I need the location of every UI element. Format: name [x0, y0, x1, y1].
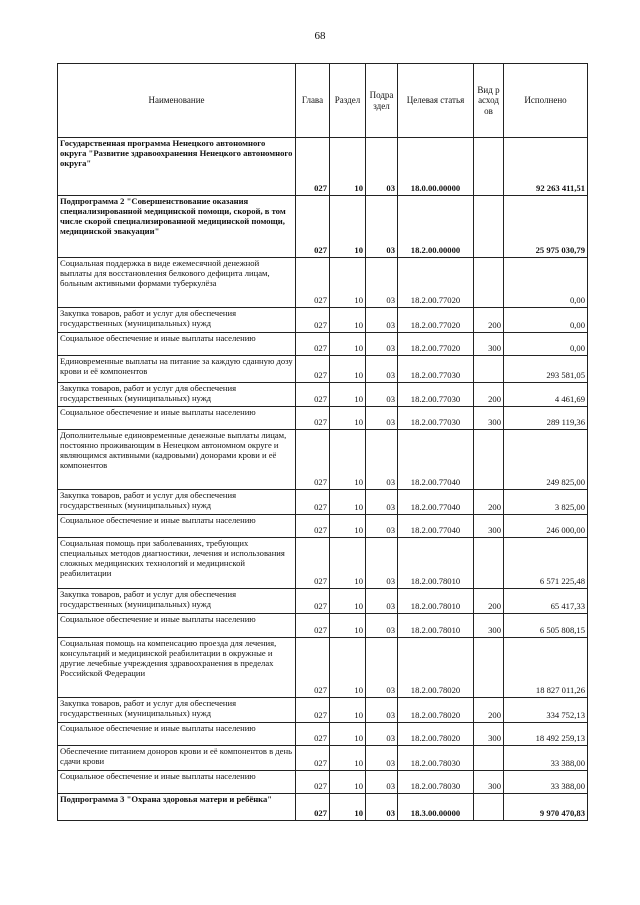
- row-amount: 334 752,13: [504, 698, 588, 723]
- row-subsection: 03: [366, 430, 398, 490]
- row-subsection: 03: [366, 614, 398, 638]
- row-section: 10: [330, 638, 366, 698]
- row-chapter: 027: [296, 638, 330, 698]
- header-section: Раздел: [330, 64, 366, 138]
- row-amount: 9 970 470,83: [504, 794, 588, 821]
- row-chapter: 027: [296, 698, 330, 723]
- row-chapter: 027: [296, 258, 330, 308]
- row-section: 10: [330, 308, 366, 333]
- row-target: 18.0.00.00000: [398, 138, 474, 196]
- row-chapter: 027: [296, 383, 330, 407]
- row-expense-type: [474, 746, 504, 771]
- header-chapter: Глава: [296, 64, 330, 138]
- row-section: 10: [330, 746, 366, 771]
- row-name: Закупка товаров, работ и услуг для обеспечения государственных (муниципальных) нужд: [58, 698, 296, 723]
- row-expense-type: 300: [474, 723, 504, 746]
- row-target: 18.2.00.77020: [398, 333, 474, 356]
- row-section: 10: [330, 333, 366, 356]
- row-expense-type: [474, 638, 504, 698]
- row-target: 18.2.00.77020: [398, 308, 474, 333]
- row-subsection: 03: [366, 333, 398, 356]
- row-amount: 65 417,33: [504, 589, 588, 614]
- row-name: Социальное обеспечение и иные выплаты населению: [58, 515, 296, 538]
- row-amount: 18 827 011,26: [504, 638, 588, 698]
- table-row: [58, 771, 588, 794]
- row-subsection: 03: [366, 138, 398, 196]
- row-expense-type: [474, 430, 504, 490]
- row-name: Закупка товаров, работ и услуг для обеспечения государственных (муниципальных) нужд: [58, 308, 296, 333]
- row-section: 10: [330, 258, 366, 308]
- row-chapter: 027: [296, 794, 330, 821]
- row-target: 18.2.00.77030: [398, 407, 474, 430]
- row-amount: 4 461,69: [504, 383, 588, 407]
- row-amount: 0,00: [504, 258, 588, 308]
- row-subsection: 03: [366, 196, 398, 258]
- row-subsection: 03: [366, 538, 398, 589]
- row-subsection: 03: [366, 638, 398, 698]
- row-name: Обеспечение питанием доноров крови и её компонентов в день сдачи крови: [58, 746, 296, 771]
- row-amount: 25 975 030,79: [504, 196, 588, 258]
- row-name: Подпрограмма 3 "Охрана здоровья матери и ребёнка": [58, 794, 296, 821]
- row-name: Государственная программа Ненецкого автономного округа "Развитие здравоохранения Ненецкого автономного округа": [58, 138, 296, 196]
- row-amount: 3 825,00: [504, 490, 588, 515]
- row-section: 10: [330, 538, 366, 589]
- row-amount: 33 388,00: [504, 746, 588, 771]
- row-section: 10: [330, 794, 366, 821]
- row-name: Социальная помощь при заболеваниях, требующих специальных методов диагностики, лечения и использования сложных медицинских технологий и медицинской реабилитации: [58, 538, 296, 589]
- row-expense-type: [474, 794, 504, 821]
- row-section: 10: [330, 356, 366, 383]
- row-subsection: 03: [366, 515, 398, 538]
- row-section: 10: [330, 771, 366, 794]
- row-chapter: 027: [296, 490, 330, 515]
- row-target: 18.2.00.00000: [398, 196, 474, 258]
- row-target: 18.2.00.77040: [398, 490, 474, 515]
- row-chapter: 027: [296, 356, 330, 383]
- row-chapter: 027: [296, 430, 330, 490]
- row-target: 18.2.00.78020: [398, 698, 474, 723]
- row-amount: 33 388,00: [504, 771, 588, 794]
- row-amount: 92 263 411,51: [504, 138, 588, 196]
- row-subsection: 03: [366, 308, 398, 333]
- row-amount: 18 492 259,13: [504, 723, 588, 746]
- row-name: Закупка товаров, работ и услуг для обеспечения государственных (муниципальных) нужд: [58, 383, 296, 407]
- row-chapter: 027: [296, 723, 330, 746]
- row-section: 10: [330, 490, 366, 515]
- row-subsection: 03: [366, 771, 398, 794]
- row-chapter: 027: [296, 614, 330, 638]
- table-row: [58, 490, 588, 515]
- table-row: [58, 515, 588, 538]
- row-expense-type: [474, 538, 504, 589]
- row-subsection: 03: [366, 383, 398, 407]
- row-expense-type: 300: [474, 614, 504, 638]
- budget-table: [57, 63, 588, 821]
- row-name: Закупка товаров, работ и услуг для обеспечения государственных (муниципальных) нужд: [58, 589, 296, 614]
- row-chapter: 027: [296, 196, 330, 258]
- row-section: 10: [330, 515, 366, 538]
- row-amount: 246 000,00: [504, 515, 588, 538]
- row-amount: 6 571 225,48: [504, 538, 588, 589]
- row-section: 10: [330, 614, 366, 638]
- row-expense-type: 200: [474, 383, 504, 407]
- row-section: 10: [330, 138, 366, 196]
- table-row: [58, 196, 588, 258]
- table-row: [58, 638, 588, 698]
- header-executed: Исполнено: [504, 64, 588, 138]
- row-target: 18.2.00.78020: [398, 723, 474, 746]
- row-name: Социальное обеспечение и иные выплаты населению: [58, 333, 296, 356]
- row-name: Дополнительные единовременные денежные выплаты лицам, постоянно проживающим в Ненецком автономном округе и являющимся активными (кадровыми) донорами крови и её компонентов: [58, 430, 296, 490]
- row-chapter: 027: [296, 589, 330, 614]
- row-expense-type: [474, 196, 504, 258]
- row-expense-type: 200: [474, 308, 504, 333]
- row-subsection: 03: [366, 794, 398, 821]
- row-subsection: 03: [366, 723, 398, 746]
- row-section: 10: [330, 430, 366, 490]
- table-row: [58, 430, 588, 490]
- row-section: 10: [330, 723, 366, 746]
- table-row: [58, 407, 588, 430]
- row-chapter: 027: [296, 333, 330, 356]
- row-chapter: 027: [296, 771, 330, 794]
- table-row: [58, 746, 588, 771]
- row-name: Закупка товаров, работ и услуг для обеспечения государственных (муниципальных) нужд: [58, 490, 296, 515]
- row-chapter: 027: [296, 746, 330, 771]
- table-row: [58, 723, 588, 746]
- table-row: [58, 383, 588, 407]
- row-subsection: 03: [366, 258, 398, 308]
- row-subsection: 03: [366, 589, 398, 614]
- row-section: 10: [330, 407, 366, 430]
- table-row: [58, 258, 588, 308]
- row-amount: 293 581,05: [504, 356, 588, 383]
- row-subsection: 03: [366, 490, 398, 515]
- row-chapter: 027: [296, 407, 330, 430]
- row-name: Социальное обеспечение и иные выплаты населению: [58, 771, 296, 794]
- row-expense-type: 300: [474, 407, 504, 430]
- row-subsection: 03: [366, 698, 398, 723]
- row-subsection: 03: [366, 407, 398, 430]
- table-row: [58, 614, 588, 638]
- row-expense-type: 300: [474, 771, 504, 794]
- row-target: 18.2.00.77030: [398, 356, 474, 383]
- row-section: 10: [330, 196, 366, 258]
- row-target: 18.2.00.78010: [398, 538, 474, 589]
- row-expense-type: 300: [474, 515, 504, 538]
- table-row: [58, 333, 588, 356]
- header-name: Наименование: [58, 64, 296, 138]
- row-subsection: 03: [366, 356, 398, 383]
- table-row: [58, 794, 588, 821]
- row-target: 18.2.00.78020: [398, 638, 474, 698]
- row-target: 18.2.00.78030: [398, 771, 474, 794]
- table-row: [58, 356, 588, 383]
- row-chapter: 027: [296, 515, 330, 538]
- row-expense-type: 200: [474, 490, 504, 515]
- row-expense-type: [474, 138, 504, 196]
- row-target: 18.2.00.78010: [398, 614, 474, 638]
- row-section: 10: [330, 589, 366, 614]
- row-name: Социальное обеспечение и иные выплаты населению: [58, 407, 296, 430]
- table-header-row: [58, 64, 588, 138]
- row-name: Социальное обеспечение и иные выплаты населению: [58, 723, 296, 746]
- row-target: 18.2.00.78010: [398, 589, 474, 614]
- header-target: Целевая статья: [398, 64, 474, 138]
- row-name: Социальная поддержка в виде ежемесячной денежной выплаты для восстановления белкового дефицита лицам, больным активными формами туберкулёза: [58, 258, 296, 308]
- table-row: [58, 538, 588, 589]
- row-name: Социальная помощь на компенсацию проезда для лечения, консультаций и медицинской реабилитации в окружные и другие лечебные учреждения здравоохранения в пределах Российской Федерации: [58, 638, 296, 698]
- row-target: 18.2.00.78030: [398, 746, 474, 771]
- table-row: [58, 308, 588, 333]
- page-number: 68: [314, 30, 326, 42]
- row-amount: 289 119,36: [504, 407, 588, 430]
- row-name: Социальное обеспечение и иные выплаты населению: [58, 614, 296, 638]
- row-expense-type: 300: [474, 333, 504, 356]
- row-expense-type: [474, 258, 504, 308]
- row-section: 10: [330, 383, 366, 407]
- header-subsection: Подраздел: [366, 64, 398, 138]
- table-body: [58, 138, 588, 821]
- row-expense-type: 200: [474, 698, 504, 723]
- row-expense-type: 200: [474, 589, 504, 614]
- row-chapter: 027: [296, 138, 330, 196]
- row-chapter: 027: [296, 538, 330, 589]
- row-name: Подпрограмма 2 "Совершенствование оказания специализированной медицинской помощи, скорой, в том числе скорой специализированной медицинской помощи, медицинской эвакуации": [58, 196, 296, 258]
- row-name: Единовременные выплаты на питание за каждую сданную дозу крови и её компонентов: [58, 356, 296, 383]
- row-target: 18.2.00.77030: [398, 383, 474, 407]
- row-expense-type: [474, 356, 504, 383]
- table-row: [58, 589, 588, 614]
- row-target: 18.2.00.77040: [398, 515, 474, 538]
- row-amount: 0,00: [504, 308, 588, 333]
- row-target: 18.2.00.77040: [398, 430, 474, 490]
- table-row: [58, 138, 588, 196]
- row-amount: 0,00: [504, 333, 588, 356]
- row-chapter: 027: [296, 308, 330, 333]
- row-amount: 249 825,00: [504, 430, 588, 490]
- header-expense-type: Вид расходов: [474, 64, 504, 138]
- table-row: [58, 698, 588, 723]
- row-subsection: 03: [366, 746, 398, 771]
- row-amount: 6 505 808,15: [504, 614, 588, 638]
- row-target: 18.3.00.00000: [398, 794, 474, 821]
- row-section: 10: [330, 698, 366, 723]
- row-target: 18.2.00.77020: [398, 258, 474, 308]
